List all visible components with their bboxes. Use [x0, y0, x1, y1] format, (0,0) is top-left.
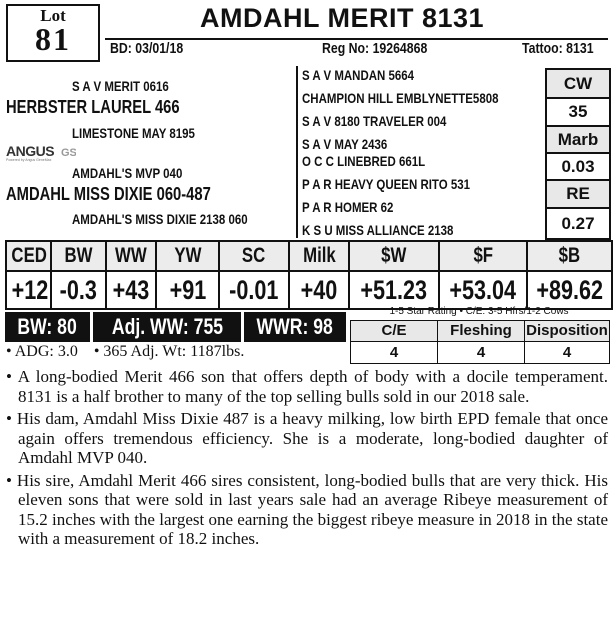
- registration-number: Reg No: 19264868: [322, 40, 428, 57]
- dam-dam: AMDAHL'S MISS DIXIE 2138 060: [72, 211, 248, 227]
- pedigree-right-6: P A R HEAVY QUEEN RITO 531: [302, 176, 471, 192]
- pedigree-right-5: O C C LINEBRED 661L: [302, 153, 426, 169]
- angus-gs-logo: [6, 142, 76, 162]
- rating-col-disposition: [525, 321, 609, 363]
- epd-header: WW: [107, 242, 155, 272]
- epd-value: +12: [11, 275, 49, 305]
- epd-header: Milk: [290, 242, 348, 272]
- gs-logo-text: GS: [61, 147, 76, 159]
- marb-label: Marb: [547, 127, 609, 154]
- birth-weight-bar: BW: 80: [5, 312, 90, 342]
- rating-value: 4: [389, 344, 399, 361]
- description-paragraph: • His sire, Amdahl Merit 466 sires consistent, long-bodied bulls that are very thick. His eleven sons that were sold in last years sale had an average Ribeye measurement of 15.2 inches with the largest one earning the biggest ribeye measure in 2018 in the state with a measurement of 18.2 inches.: [6, 470, 608, 548]
- adjusted-weaning-weight-bar: Adj. WW: 755: [93, 312, 241, 342]
- carcass-stats-box: [545, 68, 611, 240]
- epd-value: +53.04: [449, 275, 517, 305]
- pedigree-right-7: P A R HOMER 62: [302, 199, 394, 215]
- rating-col-fleshing: [438, 321, 525, 363]
- sire-sire: S A V MERIT 0616: [72, 78, 169, 94]
- epd-col-ww: [107, 242, 157, 308]
- birth-date: BD: 03/01/18: [110, 40, 184, 57]
- logo-tagline: Powered by Angus GeneMax: [6, 158, 52, 162]
- epd-header: $F: [440, 242, 526, 272]
- weaning-weight-ratio-bar: WWR: 98: [244, 312, 346, 342]
- epd-col-sc: [220, 242, 290, 308]
- epd-col-bw: [52, 242, 107, 308]
- rating-table: [350, 320, 610, 364]
- sire: HERBSTER LAUREL 466: [6, 97, 180, 117]
- re-label: RE: [547, 181, 609, 209]
- description-paragraph: • A long-bodied Merit 466 son that offers depth of body with a docile temperament. 8131 is a half brother to many of the top selling bulls sold in our 2018 sale.: [6, 367, 608, 406]
- pedigree-right-8: K S U MISS ALLIANCE 2138: [302, 222, 454, 238]
- pedigree-right-4: S A V MAY 2436: [302, 136, 388, 152]
- lot-number: 81: [35, 21, 71, 57]
- animal-title: AMDAHL MERIT 8131: [200, 3, 485, 33]
- epd-header: BW: [52, 242, 105, 272]
- re-value: 0.27: [561, 214, 595, 233]
- epd-header: $W: [350, 242, 438, 272]
- rating-header: Disposition: [525, 321, 609, 342]
- pedigree-right-1: S A V MANDAN 5664: [302, 67, 415, 83]
- rating-col-ce: [351, 321, 438, 363]
- pedigree-right-2: CHAMPION HILL EMBLYNETTE5808: [302, 90, 499, 106]
- lot-label: Lot: [40, 6, 66, 25]
- rating-header: Fleshing: [438, 321, 524, 342]
- epd-value: +43: [112, 275, 150, 305]
- pedigree-divider: [296, 66, 298, 238]
- epd-header: SC: [220, 242, 288, 272]
- description: [6, 367, 608, 552]
- dam: AMDAHL MISS DIXIE 060-487: [6, 184, 211, 204]
- epd-value: -0.01: [229, 275, 279, 305]
- angus-logo-text: ANGUS: [6, 143, 55, 159]
- tattoo: Tattoo: 8131: [522, 40, 594, 57]
- dam-sire: AMDAHL'S MVP 040: [72, 165, 183, 181]
- marb-value: 0.03: [547, 154, 609, 181]
- adg-weight-line: • ADG: 3.0 • 365 Adj. Wt: 1187lbs.: [6, 343, 245, 360]
- epd-col-b-index: [528, 242, 611, 308]
- epd-value: +91: [169, 275, 206, 305]
- epd-header: YW: [157, 242, 218, 272]
- epd-col-w-index: [350, 242, 440, 308]
- epd-header: CED: [7, 242, 50, 272]
- epd-col-yw: [157, 242, 220, 308]
- rating-value: 4: [562, 344, 572, 361]
- epd-col-f-index: [440, 242, 528, 308]
- rating-value: 4: [476, 344, 486, 361]
- epd-table: [5, 240, 613, 310]
- epd-value: +89.62: [536, 275, 604, 305]
- sire-dam: LIMESTONE MAY 8195: [72, 125, 195, 141]
- epd-value: +51.23: [360, 275, 428, 305]
- rating-note: 1-5 Star Rating • C/E: 3-5 Hfrs/1-2 Cows: [389, 306, 569, 317]
- pedigree-right-3: S A V 8180 TRAVELER 004: [302, 113, 447, 129]
- description-paragraph: • His dam, Amdahl Miss Dixie 487 is a heavy milking, low birth EPD female that once again offers tremendous efficiency. She is a moderate, long-bodied daughter of Amdahl MVP 040.: [6, 409, 608, 467]
- epd-col-milk: [290, 242, 350, 308]
- rating-header: C/E: [351, 321, 437, 342]
- epd-header: $B: [528, 242, 611, 272]
- cw-value: 35: [547, 99, 609, 127]
- epd-value: -0.3: [59, 275, 98, 305]
- epd-value: +40: [300, 275, 338, 305]
- lot-box: [6, 4, 100, 62]
- cw-label: CW: [547, 70, 609, 99]
- epd-col-ced: [7, 242, 52, 308]
